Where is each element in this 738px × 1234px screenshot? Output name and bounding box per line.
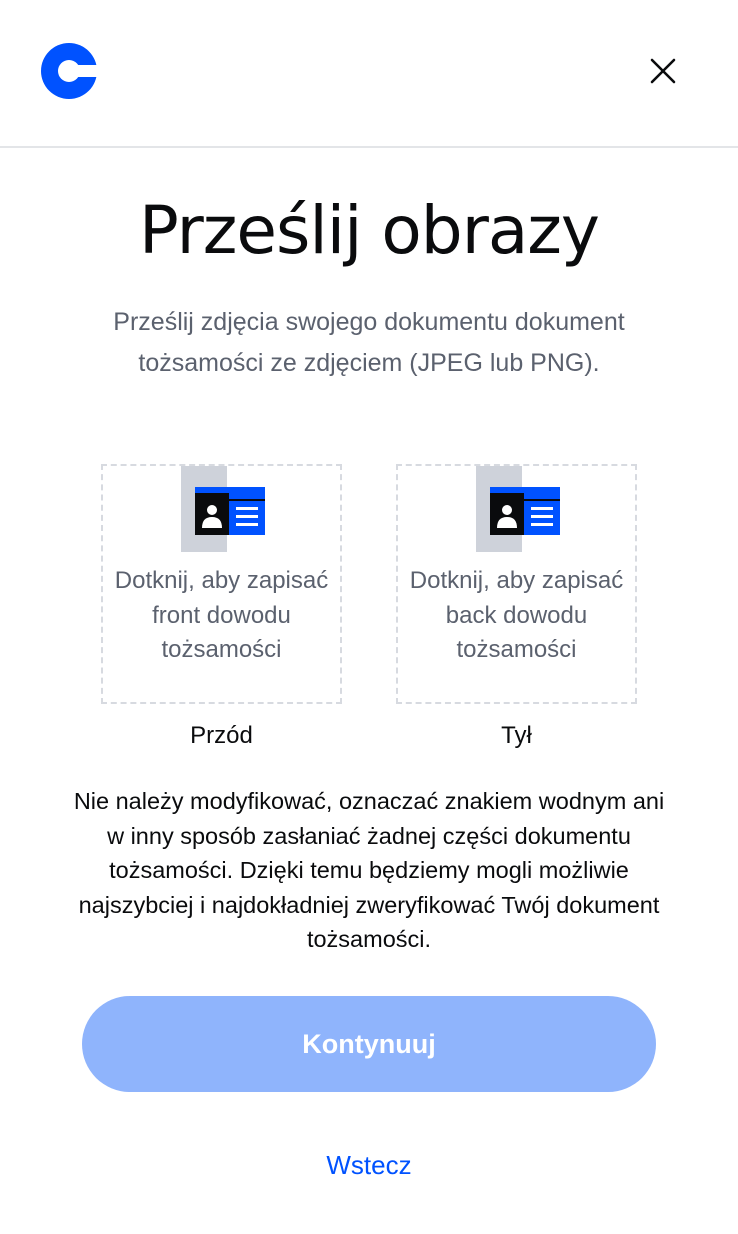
upload-back-button[interactable] bbox=[396, 464, 637, 704]
close-icon bbox=[650, 58, 676, 84]
id-card-icon bbox=[476, 466, 560, 552]
page-subtitle: Prześlij zdjęcia swojego dokumentu dokument tożsamości ze zdjęciem (JPEG lub PNG). bbox=[113, 308, 625, 377]
upload-front-button[interactable] bbox=[101, 464, 342, 704]
header bbox=[0, 0, 738, 148]
close-button[interactable] bbox=[640, 48, 686, 94]
upload-back-text: Dotknij, aby zapisać back dowodu tożsamości bbox=[409, 567, 624, 663]
back-caption: Tył bbox=[501, 722, 532, 749]
front-caption: Przód bbox=[190, 722, 253, 749]
coinbase-logo-icon bbox=[41, 43, 97, 99]
continue-button[interactable]: Kontynuuj bbox=[82, 996, 656, 1092]
id-card-icon bbox=[181, 466, 265, 552]
back-link[interactable]: Wstecz bbox=[326, 1150, 412, 1180]
page-title: Prześlij obrazy bbox=[139, 192, 599, 269]
notice-text: Nie należy modyfikować, oznaczać znakiem wodnym ani w inny sposób zasłaniać żadnej części dokumentu tożsamości. Dzięki temu będziemy mogli możliwie najszybciej i najdokładniej zweryfikować Twój dokument tożsamości. bbox=[73, 788, 665, 952]
upload-front-text: Dotknij, aby zapisać front dowodu tożsamości bbox=[114, 567, 329, 663]
